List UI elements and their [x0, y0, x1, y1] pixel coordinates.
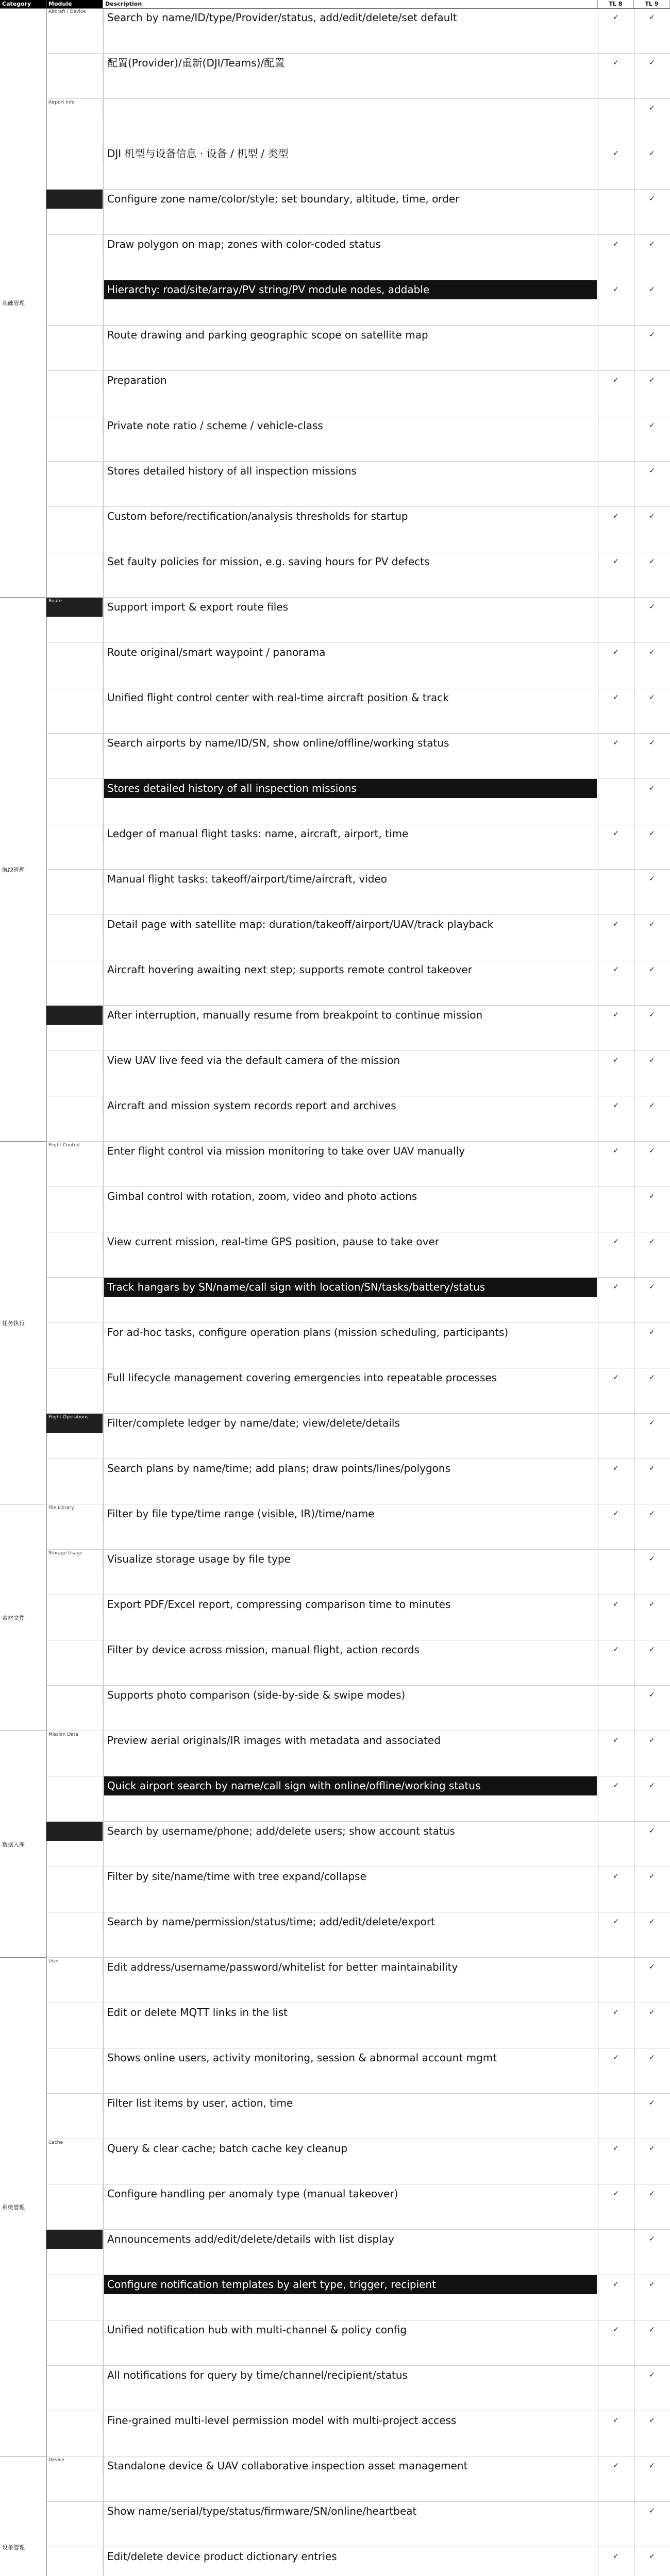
table-row	[46, 2411, 670, 2456]
description-cell: Standalone device & UAV collaborative inspection asset management	[107, 2460, 468, 2472]
description-cell: Unified flight control center with real-time aircraft position & track	[107, 691, 449, 704]
table-row	[46, 960, 670, 1006]
check-v1: ✓	[613, 829, 619, 838]
description-cell: View current mission, real-time GPS position, pause to take over	[107, 1235, 439, 1248]
table-row	[46, 190, 670, 235]
table-row	[46, 2547, 670, 2576]
table-row	[46, 1096, 670, 1142]
category-cell: 设备管理	[0, 2456, 46, 2576]
check-v1: ✓	[613, 1872, 619, 1880]
check-v2: ✓	[649, 1147, 655, 1155]
table-row	[46, 1640, 670, 1686]
check-v2: ✓	[649, 2552, 655, 2561]
check-v1	[598, 2230, 634, 2249]
module-cell	[46, 2048, 103, 2067]
check-v2: ✓	[649, 285, 655, 294]
table-row	[46, 1187, 670, 1232]
check-v1	[598, 1686, 634, 1705]
description-cell: After interruption, manually resume from breakpoint to continue mission	[107, 1009, 483, 1021]
module-cell	[46, 1776, 103, 1795]
module-cell	[46, 2547, 103, 2566]
description-cell: Gimbal control with rotation, zoom, video and photo actions	[107, 1190, 417, 1202]
description-cell: Enter flight control via mission monitoring to take over UAV manually	[107, 1145, 465, 1157]
description-cell: DJI 机型与设备信息 · 设备 / 机型 / 类型	[107, 147, 289, 160]
check-v1: ✓	[613, 2326, 619, 2334]
module-cell	[46, 2411, 103, 2430]
description-cell: Preparation	[107, 374, 167, 386]
description-cell: Draw polygon on map; zones with color-coded status	[107, 238, 381, 250]
module-cell	[46, 1686, 103, 1705]
check-v2: ✓	[649, 557, 655, 566]
check-v2: ✓	[649, 2235, 655, 2243]
check-v2: ✓	[649, 149, 655, 158]
table-row	[46, 2139, 670, 2184]
description-cell: Filter by device across mission, manual flight, action records	[107, 1643, 420, 1656]
description-cell: Search by name/ID/type/Provider/status, add/edit/delete/set default	[107, 11, 457, 24]
module-cell: Flight Control	[46, 1142, 103, 1161]
description-cell: Search airports by name/ID/SN, show online/offline/working status	[107, 737, 449, 749]
module-cell: User	[46, 1958, 103, 1977]
table-row	[46, 1958, 670, 2003]
category-cell: 航线管理	[0, 598, 46, 1142]
description-cell: Stores detailed history of all inspection missions	[104, 779, 597, 798]
module-cell	[46, 1051, 103, 1070]
table-row	[46, 2048, 670, 2094]
description-cell: Manual flight tasks: takeoff/airport/time/aircraft, video	[107, 873, 388, 885]
description-cell: Filter by file type/time range (visible, IR)/time/name	[107, 1507, 375, 1520]
description-cell: For ad-hoc tasks, configure operation plans (mission scheduling, participants)	[107, 1326, 509, 1338]
module-cell	[46, 824, 103, 843]
header-v1: TL 8	[598, 0, 634, 8]
description-cell: Aircraft and mission system records report and archives	[107, 1099, 396, 1112]
module-cell: File Library	[46, 1504, 103, 1523]
description-cell: Filter list items by user, action, time	[107, 2097, 293, 2109]
description-cell: Search by name/permission/status/time; add/edit/delete/export	[107, 1916, 435, 1928]
check-v1	[598, 1958, 634, 1977]
description-cell: Edit or delete MQTT links in the list	[107, 2006, 288, 2019]
check-v2: ✓	[649, 59, 655, 67]
module-cell: Airport Info	[46, 99, 103, 118]
module-cell	[46, 2184, 103, 2204]
table-row	[46, 416, 670, 462]
module-cell	[46, 326, 103, 345]
check-v2: ✓	[649, 1283, 655, 1291]
check-v1: ✓	[613, 2280, 619, 2289]
table-row	[46, 2275, 670, 2320]
check-v2: ✓	[649, 2144, 655, 2153]
check-v2: ✓	[649, 421, 655, 430]
check-v1: ✓	[613, 1147, 619, 1155]
table-row	[46, 462, 670, 507]
check-v1: ✓	[613, 59, 619, 67]
description-cell: Full lifecycle management covering emergencies into repeatable processes	[107, 1371, 497, 1384]
check-v1: ✓	[613, 1283, 619, 1291]
description-cell: Edit address/username/password/whitelist for better maintainability	[107, 1961, 458, 1973]
check-v2: ✓	[649, 2280, 655, 2289]
category-cell: 数据入库	[0, 1731, 46, 1958]
description-cell: Stores detailed history of all inspection missions	[107, 465, 357, 477]
check-v2: ✓	[649, 1328, 655, 1336]
table-row	[46, 371, 670, 416]
module-cell	[46, 462, 103, 481]
check-v2: ✓	[649, 648, 655, 656]
check-v1: ✓	[613, 2552, 619, 2561]
table-row	[46, 1459, 670, 1504]
table-row	[46, 1595, 670, 1640]
check-v2: ✓	[649, 2462, 655, 2470]
check-v1: ✓	[613, 1056, 619, 1064]
table-row	[46, 552, 670, 598]
check-v1	[598, 326, 634, 345]
check-v2: ✓	[649, 1918, 655, 1926]
description-cell: 配置(Provider)/重新(DJI/Teams)/配置	[107, 57, 285, 69]
check-v1: ✓	[613, 648, 619, 656]
check-v2: ✓	[649, 2507, 655, 2515]
check-v1	[598, 2366, 634, 2385]
check-v1: ✓	[613, 512, 619, 520]
check-v1	[598, 190, 634, 209]
description-cell: Unified notification hub with multi-channel & policy config	[107, 2324, 407, 2336]
table-row	[46, 1414, 670, 1459]
table-row	[46, 2003, 670, 2048]
description-cell: Private note ratio / scheme / vehicle-class	[107, 419, 323, 432]
module-cell	[46, 734, 103, 753]
table-row	[46, 507, 670, 552]
check-v1: ✓	[613, 1101, 619, 1110]
check-v1: ✓	[613, 1238, 619, 1246]
table-row	[46, 280, 670, 326]
check-v1: ✓	[613, 1782, 619, 1790]
table-row	[46, 1912, 670, 1958]
module-cell	[46, 1278, 103, 1297]
table-row	[46, 1867, 670, 1912]
check-v2: ✓	[649, 1510, 655, 1518]
check-v1: ✓	[613, 1736, 619, 1744]
module-cell	[46, 2230, 103, 2249]
module-cell	[46, 2502, 103, 2521]
description-cell: Ledger of manual flight tasks: name, aircraft, airport, time	[107, 827, 409, 840]
module-cell	[46, 1595, 103, 1614]
description-cell: Export PDF/Excel report, compressing comparison time to minutes	[107, 1598, 451, 1611]
check-v2: ✓	[649, 603, 655, 611]
description-cell: Preview aerial originals/IR images with metadata and associated	[107, 1734, 441, 1747]
description-cell: Fine-grained multi-level permission model with multi-project access	[107, 2414, 457, 2427]
module-cell: Mission Data	[46, 1731, 103, 1750]
table-row	[46, 2456, 670, 2502]
table-row	[46, 1776, 670, 1822]
check-v2: ✓	[649, 1782, 655, 1790]
table-row	[46, 1504, 670, 1550]
check-v1: ✓	[613, 2416, 619, 2425]
check-v1: ✓	[613, 149, 619, 158]
module-cell	[46, 688, 103, 707]
description-cell: Supports photo comparison (side-by-side & swipe modes)	[107, 1689, 406, 1701]
table-row	[46, 2184, 670, 2230]
check-v1: ✓	[613, 1464, 619, 1472]
module-cell	[46, 2275, 103, 2294]
module-cell	[46, 2003, 103, 2022]
check-v1	[598, 462, 634, 481]
module-cell	[46, 1368, 103, 1387]
description-cell: Search plans by name/time; add plans; draw points/lines/polygons	[107, 1462, 451, 1475]
description-cell: Custom before/rectification/analysis thresholds for startup	[107, 510, 408, 522]
table-row	[46, 1006, 670, 1051]
check-v2: ✓	[649, 693, 655, 702]
check-v2: ✓	[649, 331, 655, 339]
module-cell	[46, 779, 103, 798]
check-v1	[598, 1323, 634, 1342]
check-v1	[598, 2094, 634, 2113]
check-v2: ✓	[649, 1555, 655, 1563]
check-v2: ✓	[649, 1238, 655, 1246]
module-cell	[46, 1822, 103, 1841]
table-row	[46, 326, 670, 371]
module-cell: Device	[46, 2456, 103, 2476]
description-cell: Show name/serial/type/status/firmware/SN/online/heartbeat	[107, 2505, 417, 2517]
module-cell	[46, 416, 103, 435]
module-cell	[46, 1640, 103, 1659]
description-cell: Set faulty policies for mission, e.g. saving hours for PV defects	[107, 555, 430, 568]
check-v2: ✓	[649, 2416, 655, 2425]
table-row	[46, 2320, 670, 2366]
description-cell: Announcements add/edit/delete/details with list display	[107, 2233, 394, 2245]
description-cell: Configure notification templates by alert type, trigger, recipient	[104, 2275, 597, 2294]
check-v1: ✓	[613, 1510, 619, 1518]
check-v2: ✓	[649, 2371, 655, 2379]
table-row	[46, 54, 670, 99]
check-v2: ✓	[649, 1056, 655, 1064]
check-v1: ✓	[613, 693, 619, 702]
check-v1	[598, 1550, 634, 1569]
module-cell	[46, 235, 103, 254]
table-row	[46, 2502, 670, 2547]
check-v2: ✓	[649, 1736, 655, 1744]
description-cell: Track hangars by SN/name/call sign with location/SN/tasks/battery/status	[104, 1278, 597, 1297]
module-cell	[46, 2366, 103, 2385]
module-cell: Flight Operations	[46, 1414, 103, 1433]
check-v1	[598, 1822, 634, 1841]
check-v2: ✓	[649, 1419, 655, 1427]
check-v1: ✓	[613, 2144, 619, 2153]
check-v1	[598, 416, 634, 435]
description-cell: Quick airport search by name/call sign with online/offline/working status	[104, 1776, 597, 1795]
module-cell	[46, 144, 103, 163]
description-cell: Detail page with satellite map: duration/takeoff/airport/UAV/track playback	[107, 918, 494, 930]
check-v1: ✓	[613, 557, 619, 566]
check-v1	[598, 870, 634, 889]
check-v2: ✓	[649, 2054, 655, 2062]
description-cell: Support import & export route files	[107, 601, 288, 613]
check-v1	[598, 779, 634, 798]
table-row	[46, 1051, 670, 1096]
description-cell: Filter/complete ledger by name/date; view/delete/details	[107, 1417, 400, 1429]
module-cell: Storage Usage	[46, 1550, 103, 1569]
check-v2: ✓	[649, 965, 655, 974]
check-v1: ✓	[613, 739, 619, 747]
check-v2: ✓	[649, 784, 655, 792]
module-cell: Cache	[46, 2139, 103, 2158]
module-cell	[46, 643, 103, 662]
description-cell: All notifications for query by time/channel/recipient/status	[107, 2369, 408, 2381]
check-v2: ✓	[649, 1464, 655, 1472]
check-v1: ✓	[613, 1374, 619, 1382]
description-cell: Hierarchy: road/site/array/PV string/PV module nodes, addable	[104, 280, 597, 299]
check-v2: ✓	[649, 512, 655, 520]
description-cell: Aircraft hovering awaiting next step; supports remote control takeover	[107, 963, 472, 976]
module-cell	[46, 1006, 103, 1025]
check-v1: ✓	[613, 2462, 619, 2470]
description-cell	[104, 99, 597, 118]
check-v2: ✓	[649, 1646, 655, 1654]
description-cell: Search by username/phone; add/delete users; show account status	[107, 1825, 455, 1837]
module-cell	[46, 2094, 103, 2113]
table-row	[46, 1686, 670, 1731]
table-row	[46, 1278, 670, 1323]
table-row	[46, 734, 670, 779]
check-v1: ✓	[613, 1918, 619, 1926]
check-v1: ✓	[613, 1646, 619, 1654]
module-cell	[46, 1096, 103, 1115]
module-cell	[46, 1323, 103, 1342]
table-row	[46, 144, 670, 190]
table-row	[46, 870, 670, 915]
check-v1	[598, 1414, 634, 1433]
header-description: Description	[103, 0, 598, 8]
check-v2: ✓	[649, 240, 655, 248]
check-v1	[598, 99, 634, 118]
check-v1: ✓	[613, 1011, 619, 1019]
table-row	[46, 643, 670, 688]
check-v2: ✓	[649, 376, 655, 384]
description-cell: Shows online users, activity monitoring, session & abnormal account mgmt	[107, 2052, 497, 2064]
module-cell	[46, 371, 103, 390]
module-cell	[46, 1867, 103, 1886]
check-v1: ✓	[613, 2054, 619, 2062]
check-v2: ✓	[649, 829, 655, 838]
check-v1: ✓	[613, 920, 619, 928]
description-cell: Edit/delete device product dictionary entries	[107, 2550, 337, 2563]
table-row	[46, 1232, 670, 1278]
check-v2: ✓	[649, 2190, 655, 2198]
check-v2: ✓	[649, 1963, 655, 1971]
check-v1	[598, 2502, 634, 2521]
check-v2: ✓	[649, 1011, 655, 1019]
check-v2: ✓	[649, 2008, 655, 2016]
description-cell: Route drawing and parking geographic scope on satellite map	[107, 329, 428, 341]
check-v2: ✓	[649, 467, 655, 475]
table-header	[0, 0, 670, 9]
module-cell	[46, 870, 103, 889]
table-row	[46, 1550, 670, 1595]
table-row	[46, 2366, 670, 2411]
module-cell: Route	[46, 598, 103, 617]
description-cell: Visualize storage usage by file type	[107, 1553, 291, 1565]
table-row	[46, 915, 670, 960]
check-v2: ✓	[649, 1101, 655, 1110]
module-cell	[46, 1912, 103, 1931]
description-cell: Filter by site/name/time with tree expand/collapse	[107, 1870, 366, 1883]
table-row	[46, 1822, 670, 1867]
check-v1	[598, 598, 634, 617]
check-v2: ✓	[649, 1192, 655, 1200]
module-cell	[46, 2320, 103, 2340]
check-v2: ✓	[649, 2099, 655, 2107]
check-v2: ✓	[649, 195, 655, 203]
table-row	[46, 779, 670, 824]
description-cell: Configure zone name/color/style; set boundary, altitude, time, order	[107, 193, 460, 205]
table-row	[46, 2094, 670, 2139]
table-row	[46, 1323, 670, 1368]
table-row	[46, 824, 670, 870]
check-v2: ✓	[649, 1600, 655, 1608]
check-v1: ✓	[613, 13, 619, 22]
check-v2: ✓	[649, 13, 655, 22]
description-cell: Configure handling per anomaly type (manual takeover)	[107, 2188, 398, 2200]
table-row	[46, 99, 670, 144]
category-cell: 任务执行	[0, 1142, 46, 1504]
header-v2: TL 9	[634, 0, 670, 8]
description-cell: Query & clear cache; batch cache key cleanup	[107, 2142, 348, 2155]
table-row	[46, 1731, 670, 1776]
table-row	[46, 1142, 670, 1187]
module-cell	[46, 1232, 103, 1251]
category-cell: 素材文件	[0, 1504, 46, 1731]
check-v1: ✓	[613, 240, 619, 248]
module-cell	[46, 507, 103, 526]
module-cell	[46, 960, 103, 979]
table-row	[46, 688, 670, 734]
check-v2: ✓	[649, 1827, 655, 1835]
table-row	[46, 2230, 670, 2275]
check-v1: ✓	[613, 1600, 619, 1608]
table-row	[46, 1368, 670, 1414]
table-row	[46, 598, 670, 643]
check-v1	[598, 1187, 634, 1206]
check-v1: ✓	[613, 376, 619, 384]
category-cell: 系统管理	[0, 1958, 46, 2456]
table-row	[46, 235, 670, 280]
check-v2: ✓	[649, 104, 655, 112]
check-v2: ✓	[649, 1374, 655, 1382]
module-cell	[46, 190, 103, 209]
check-v2: ✓	[649, 2326, 655, 2334]
check-v1: ✓	[613, 2190, 619, 2198]
description-cell: View UAV live feed via the default camera of the mission	[107, 1054, 400, 1066]
check-v1: ✓	[613, 285, 619, 294]
module-cell	[46, 280, 103, 299]
module-cell	[46, 552, 103, 571]
module-cell: Aircraft / Device	[46, 8, 103, 27]
category-cell: 基础管理	[0, 8, 46, 598]
check-v2: ✓	[649, 875, 655, 883]
header-module: Module	[46, 0, 103, 8]
check-v2: ✓	[649, 739, 655, 747]
check-v2: ✓	[649, 1691, 655, 1699]
module-cell	[46, 1459, 103, 1478]
module-cell	[46, 54, 103, 73]
check-v2: ✓	[649, 920, 655, 928]
check-v2: ✓	[649, 1872, 655, 1880]
header-category: Category	[0, 0, 46, 8]
description-cell: Route original/smart waypoint / panorama	[107, 646, 326, 658]
module-cell	[46, 1187, 103, 1206]
table-row	[46, 8, 670, 54]
check-v1: ✓	[613, 965, 619, 974]
check-v1: ✓	[613, 2008, 619, 2016]
module-cell	[46, 915, 103, 934]
